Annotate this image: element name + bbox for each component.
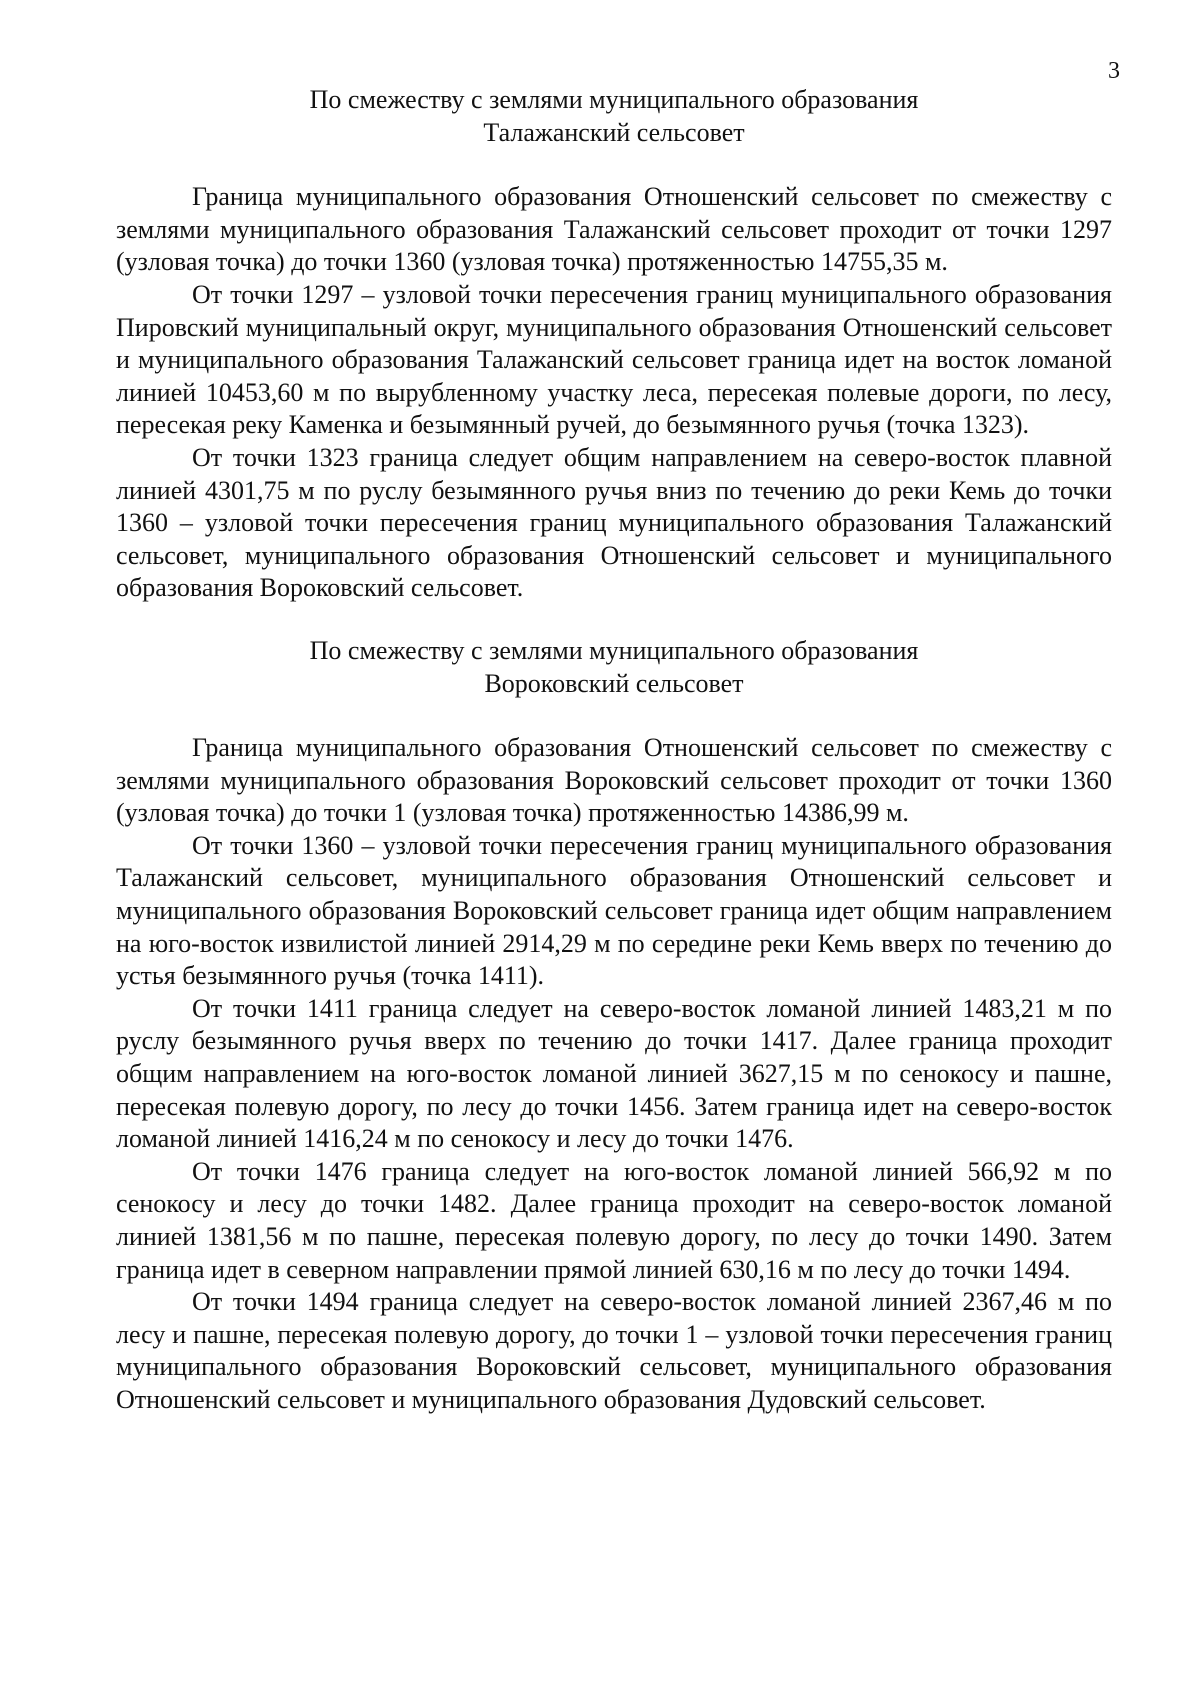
paragraph: От точки 1494 граница следует на северо-восток ломаной линией 2367,46 м по лесу и пашне, пересекая полевую дорогу, до точки 1 – узловой точки пересечения границ муниципального образования Вороковский сельсовет, муниципального образования Отношенский сельсовет и муниципального образования Дудовский сельсовет. xyxy=(116,1287,1112,1414)
section-heading xyxy=(116,84,1112,149)
section-heading xyxy=(116,635,1112,700)
section-paragraphs xyxy=(116,732,1112,1416)
paragraph: От точки 1297 – узловой точки пересечения границ муниципального образования Пировский муниципальный округ, муниципального образования Отношенский сельсовет и муниципального образования Талажанский сельсовет граница идет на восток ломаной линией 10453,60 м по вырубленному участку леса, пересекая полевые дороги, по лесу, пересекая реку Каменка и безымянный ручей, до безымянного ручья (точка 1323). xyxy=(116,279,1112,440)
section-heading-line: Талажанский сельсовет xyxy=(483,117,745,147)
section-vorokovsky xyxy=(116,635,1112,1417)
section-heading-line: По смежеству с землями муниципального образования xyxy=(309,635,919,665)
paragraph: От точки 1360 – узловой точки пересечения границ муниципального образования Талажанский сельсовет, муниципального образования Отношенский сельсовет и муниципального образования Вороковский сельсовет граница идет общим направлением на юго-восток извилистой линией 2914,29 м по середине реки Кемь вверх по течению до устья безымянного ручья (точка 1411). xyxy=(116,830,1112,991)
paragraph: От точки 1411 граница следует на северо-восток ломаной линией 1483,21 м по руслу безымянного ручья вверх по течению до точки 1417. Далее граница проходит общим направлением на юго-восток ломаной линией 3627,15 м по сенокосу и пашне, пересекая полевую дорогу, по лесу до точки 1456. Затем граница идет на северо-восток ломаной линией 1416,24 м по сенокосу и лесу до точки 1476. xyxy=(116,993,1112,1154)
section-talazhansky xyxy=(116,84,1112,605)
document-body xyxy=(116,84,1112,1417)
paragraph: От точки 1476 граница следует на юго-восток ломаной линией 566,92 м по сенокосу и лесу до точки 1482. Далее граница проходит на северо-восток ломаной линией 1381,56 м по пашне, пересекая полевую дорогу, по лесу до точки 1490. Затем граница идет в северном направлении прямой линией 630,16 м по лесу до точки 1494. xyxy=(116,1156,1112,1284)
paragraph: От точки 1323 граница следует общим направлением на северо-восток плавной линией 4301,75 м по руслу безымянного ручья вниз по течению до реки Кемь до точки 1360 – узловой точки пересечения границ муниципального образования Талажанский сельсовет, муниципального образования Отношенский сельсовет и муниципального образования Вороковский сельсовет. xyxy=(116,442,1112,603)
section-paragraphs xyxy=(116,181,1112,605)
paragraph: Граница муниципального образования Отношенский сельсовет по смежеству с землями муниципального образования Талажанский сельсовет проходит от точки 1297 (узловая точка) до точки 1360 (узловая точка) протяженностью 14755,35 м. xyxy=(116,182,1112,277)
section-heading-line: По смежеству с землями муниципального образования xyxy=(309,85,919,114)
paragraph: Граница муниципального образования Отношенский сельсовет по смежеству с землями муниципального образования Вороковский сельсовет проходит от точки 1360 (узловая точка) до точки 1 (узловая точка) протяженностью 14386,99 м. xyxy=(116,733,1112,828)
section-heading-line: Вороковский сельсовет xyxy=(484,668,744,698)
page-number: 3 xyxy=(1108,58,1120,84)
